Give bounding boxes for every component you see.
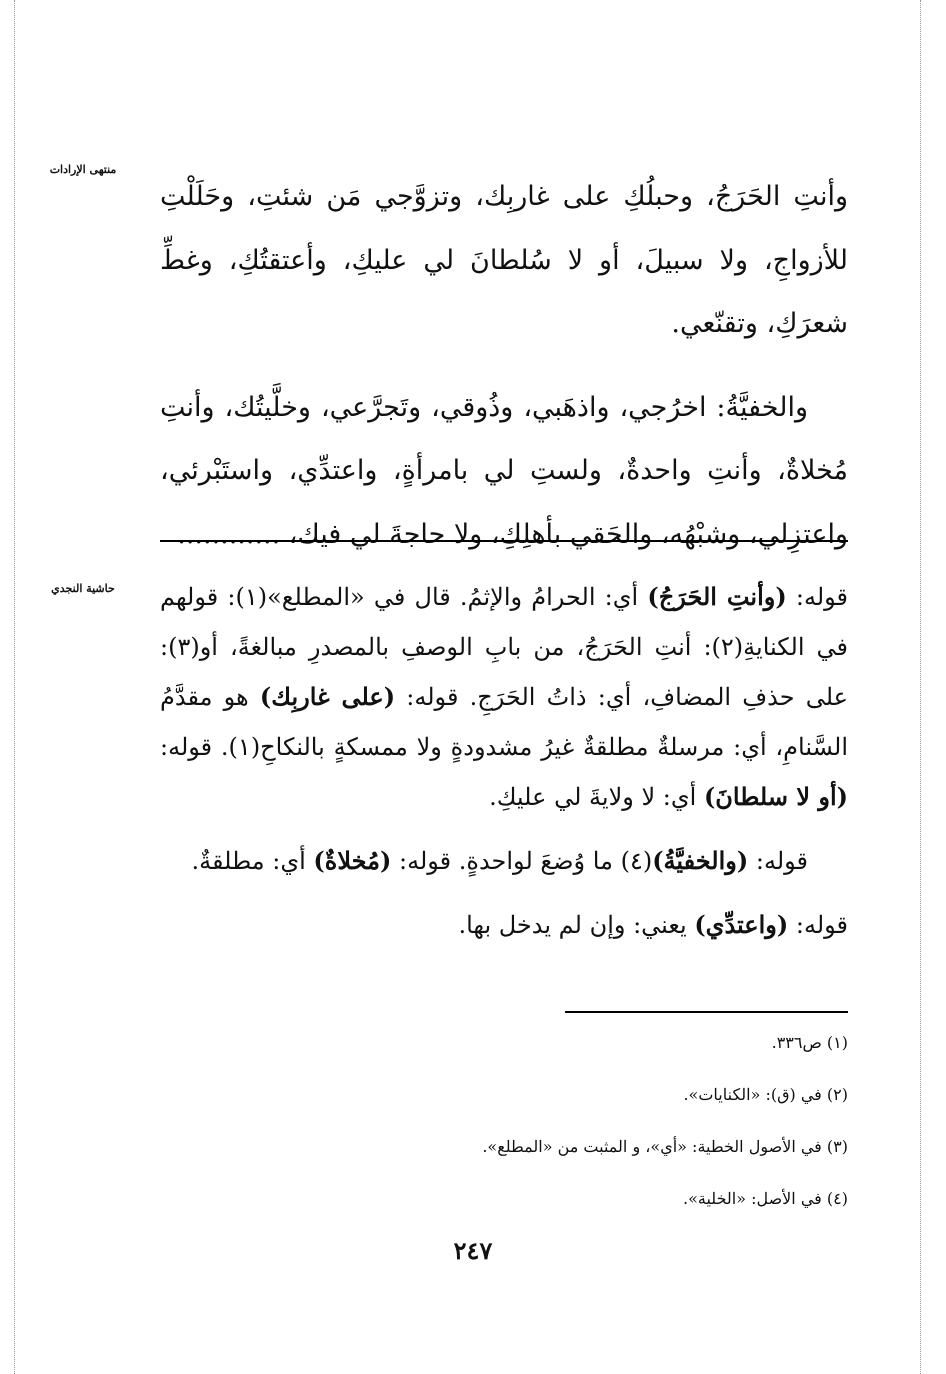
footnote-4: (٤) في الأصل: «الخلية». (682, 1189, 848, 1208)
gloss-text-run: أي: لا ولايةَ لي عليكِ. (489, 783, 704, 811)
footnote-1: (١) ص٣٣٦. (771, 1033, 848, 1052)
gloss-text-run: أي: مطلقةٌ. (191, 847, 314, 875)
gloss-text-run: (٤) ما وُضعَ لواحدةٍ. قوله: (391, 847, 653, 875)
main-line: مُخلاةٌ، وأنتِ واحدةٌ، ولستِ لي بامرأةٍ، واعتدِّي، واستَبْرئي، (160, 455, 848, 486)
gloss-paragraph-2 (160, 836, 848, 886)
footnote-3: (٣) في الأصول الخطية: «أي»، و المثبت من «المطلع». (482, 1137, 848, 1156)
main-line: والخفيَّةُ: اخرُجي، واذهَبي، وذُوقي، وتَجرَّعي، وخلَّيتُك، وأنتِ (160, 391, 808, 423)
margin-label-main: منتهى الإرادات (49, 163, 117, 176)
main-line: وأنتِ الحَرَجُ، وحبلُكِ على غاربِك، وتزوَّجي مَن شئتِ، وحَلَلْتِ (160, 181, 848, 212)
page-number: ٢٤٧ (453, 1236, 493, 1265)
gloss-text-run: قوله: (748, 847, 808, 875)
gloss-quote: (مُخلاةٌ) (313, 846, 392, 875)
gloss-text-run: هو مقدَّمُ السَّنامِ، أي: مرسلةٌ مطلقةٌ غيرُ مشدودةٍ ولا ممسكةٍ بالنكاحِ(١). قوله: (160, 683, 848, 761)
gloss-text-run: أي: الحرامُ والإثمُ. قال في «المطلع»(١): قولهم في الكنايةِ(٢): أنتِ الحَرَجُ، من بابِ الوصفِ بالمصدرِ مبالغةً، أو(٣): على حذفِ المضافِ، أي: ذاتُ الحَرَجِ. قوله: (160, 583, 848, 711)
gloss-quote: (على غاربِك) (259, 682, 396, 711)
gloss-quote: (وأنتِ الحَرَجُ) (647, 582, 787, 611)
footnote-divider (565, 1011, 848, 1013)
gloss-text-run: يعني: وإن لم يدخل بها. (458, 911, 695, 939)
main-line: للأزواجِ، ولا سبيلَ، أو لا سُلطانَ لي عليكِ، وأعتقتُكِ، وغطِّ (160, 244, 848, 276)
gloss-text (160, 572, 848, 950)
gloss-text-run: قوله: (786, 583, 848, 611)
gloss-quote: (أو لا سلطانَ) (703, 782, 848, 811)
main-paragraph-2 (160, 376, 848, 567)
main-line: شعرَكِ، وتقنّعي. (671, 308, 848, 339)
main-divider (160, 540, 848, 542)
scan-edge-left (14, 0, 15, 1374)
gloss-paragraph-3 (160, 900, 848, 950)
main-paragraph-1 (160, 165, 848, 356)
gloss-paragraph-1 (160, 572, 848, 822)
main-line: واعتزِلي، وشبْهُه، والحَقي بأهلِكِ، ولا حاجةَ لي فيك، ............ (177, 518, 848, 550)
scan-edge-right (920, 0, 921, 1374)
main-text (160, 165, 848, 566)
footnotes (160, 1028, 848, 1236)
footnote-2: (٢) في (ق): «الكنايات». (683, 1085, 848, 1104)
gloss-text-run: قوله: (788, 911, 848, 939)
gloss-quote: (واعتدِّي) (694, 910, 789, 939)
gloss-quote: (والخفيَّةُ) (652, 846, 749, 875)
margin-label-gloss: حاشية النجدي (51, 582, 115, 595)
